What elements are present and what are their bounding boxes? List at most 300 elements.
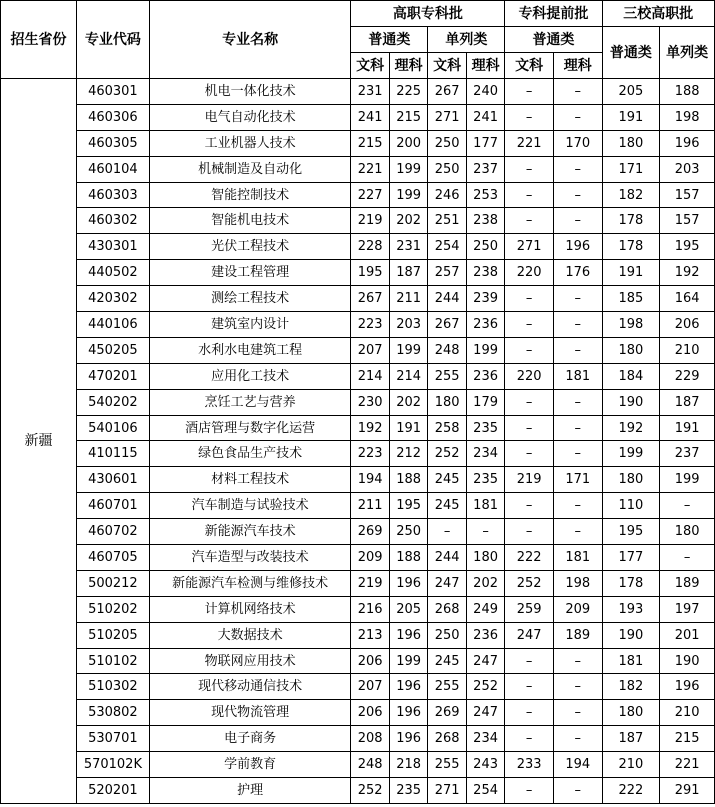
sanxiao-danlie-cell: 196 xyxy=(660,674,715,700)
gaozhi-danlie-like-cell: 238 xyxy=(466,208,504,234)
sanxiao-putong-cell: 184 xyxy=(602,363,660,389)
major-code-cell: 470201 xyxy=(76,363,149,389)
major-name-cell: 汽车制造与试验技术 xyxy=(149,493,351,519)
gaozhi-danlie-like-cell: 177 xyxy=(466,130,504,156)
table-row xyxy=(1,622,715,648)
gaozhi-danlie-like-cell: 234 xyxy=(466,441,504,467)
sanxiao-putong-cell: 205 xyxy=(602,79,660,105)
sanxiao-danlie-cell: 210 xyxy=(660,337,715,363)
major-name-cell: 建筑室内设计 xyxy=(149,312,351,338)
gaozhi-danlie-wenke-cell: 255 xyxy=(428,752,466,778)
gaozhi-danlie-like-cell: 241 xyxy=(466,104,504,130)
gaozhi-putong-wenke-cell: 195 xyxy=(351,260,389,286)
table-row xyxy=(1,286,715,312)
tiqian-like-cell: – xyxy=(553,156,602,182)
table-row xyxy=(1,104,715,130)
table-row xyxy=(1,415,715,441)
tiqian-wenke-cell: 221 xyxy=(505,130,554,156)
major-code-cell: 570102K xyxy=(76,752,149,778)
table-row xyxy=(1,596,715,622)
header-tiqian-batch: 专科提前批 xyxy=(505,1,602,27)
sanxiao-danlie-cell: 192 xyxy=(660,260,715,286)
gaozhi-danlie-wenke-cell: 245 xyxy=(428,493,466,519)
gaozhi-putong-wenke-cell: 194 xyxy=(351,467,389,493)
tiqian-like-cell: – xyxy=(553,674,602,700)
gaozhi-danlie-wenke-cell: 250 xyxy=(428,622,466,648)
tiqian-wenke-cell: – xyxy=(505,415,554,441)
tiqian-wenke-cell: 219 xyxy=(505,467,554,493)
tiqian-wenke-cell: – xyxy=(505,337,554,363)
gaozhi-putong-wenke-cell: 206 xyxy=(351,700,389,726)
sanxiao-danlie-cell: 195 xyxy=(660,234,715,260)
sanxiao-danlie-cell: – xyxy=(660,545,715,571)
gaozhi-danlie-wenke-cell: 268 xyxy=(428,596,466,622)
sanxiao-danlie-cell: 164 xyxy=(660,286,715,312)
major-code-cell: 500212 xyxy=(76,570,149,596)
gaozhi-danlie-like-cell: 202 xyxy=(466,570,504,596)
sanxiao-danlie-cell: – xyxy=(660,493,715,519)
major-name-cell: 建设工程管理 xyxy=(149,260,351,286)
gaozhi-danlie-wenke-cell: 267 xyxy=(428,312,466,338)
gaozhi-putong-like-cell: 195 xyxy=(389,493,427,519)
major-code-cell: 410115 xyxy=(76,441,149,467)
major-name-cell: 汽车造型与改装技术 xyxy=(149,545,351,571)
tiqian-like-cell: – xyxy=(553,700,602,726)
table-row xyxy=(1,700,715,726)
major-name-cell: 工业机器人技术 xyxy=(149,130,351,156)
gaozhi-danlie-like-cell: 180 xyxy=(466,545,504,571)
major-code-cell: 540202 xyxy=(76,389,149,415)
tiqian-like-cell: – xyxy=(553,182,602,208)
tiqian-like-cell: – xyxy=(553,493,602,519)
header-tiqian-like: 理科 xyxy=(553,53,602,79)
table-row xyxy=(1,182,715,208)
sanxiao-putong-cell: 198 xyxy=(602,312,660,338)
sanxiao-danlie-cell: 196 xyxy=(660,130,715,156)
table-row xyxy=(1,234,715,260)
gaozhi-putong-like-cell: 196 xyxy=(389,674,427,700)
table-row xyxy=(1,79,715,105)
gaozhi-putong-like-cell: 188 xyxy=(389,467,427,493)
tiqian-wenke-cell: – xyxy=(505,674,554,700)
header-sanxiao-danlie: 单列类 xyxy=(660,27,715,79)
gaozhi-putong-like-cell: 235 xyxy=(389,778,427,804)
header-sanxiao-batch: 三校高职批 xyxy=(602,1,714,27)
sanxiao-danlie-cell: 221 xyxy=(660,752,715,778)
gaozhi-danlie-wenke-cell: 251 xyxy=(428,208,466,234)
sanxiao-danlie-cell: 198 xyxy=(660,104,715,130)
gaozhi-danlie-like-cell: 249 xyxy=(466,596,504,622)
gaozhi-danlie-wenke-cell: 271 xyxy=(428,104,466,130)
major-name-cell: 现代移动通信技术 xyxy=(149,674,351,700)
gaozhi-danlie-wenke-cell: 254 xyxy=(428,234,466,260)
major-code-cell: 460701 xyxy=(76,493,149,519)
sanxiao-putong-cell: 193 xyxy=(602,596,660,622)
major-name-cell: 物联网应用技术 xyxy=(149,648,351,674)
major-name-cell: 新能源汽车技术 xyxy=(149,519,351,545)
gaozhi-danlie-like-cell: 240 xyxy=(466,79,504,105)
gaozhi-danlie-like-cell: 247 xyxy=(466,648,504,674)
major-name-cell: 电气自动化技术 xyxy=(149,104,351,130)
header-gaozhi-danlie: 单列类 xyxy=(428,27,505,53)
tiqian-wenke-cell: – xyxy=(505,182,554,208)
tiqian-wenke-cell: – xyxy=(505,389,554,415)
tiqian-wenke-cell: – xyxy=(505,79,554,105)
gaozhi-putong-like-cell: 196 xyxy=(389,700,427,726)
major-code-cell: 520201 xyxy=(76,778,149,804)
gaozhi-danlie-wenke-cell: 258 xyxy=(428,415,466,441)
sanxiao-danlie-cell: 215 xyxy=(660,726,715,752)
gaozhi-danlie-wenke-cell: 250 xyxy=(428,156,466,182)
major-code-cell: 460305 xyxy=(76,130,149,156)
table-row xyxy=(1,752,715,778)
major-name-cell: 水利水电建筑工程 xyxy=(149,337,351,363)
tiqian-like-cell: 181 xyxy=(553,363,602,389)
table-row xyxy=(1,363,715,389)
tiqian-like-cell: 196 xyxy=(553,234,602,260)
sanxiao-danlie-cell: 206 xyxy=(660,312,715,338)
sanxiao-putong-cell: 180 xyxy=(602,130,660,156)
sanxiao-putong-cell: 199 xyxy=(602,441,660,467)
major-code-cell: 430601 xyxy=(76,467,149,493)
tiqian-wenke-cell: – xyxy=(505,700,554,726)
sanxiao-danlie-cell: 157 xyxy=(660,208,715,234)
major-name-cell: 护理 xyxy=(149,778,351,804)
table-row xyxy=(1,519,715,545)
tiqian-wenke-cell: 259 xyxy=(505,596,554,622)
gaozhi-danlie-like-cell: 234 xyxy=(466,726,504,752)
major-name-cell: 智能控制技术 xyxy=(149,182,351,208)
gaozhi-putong-like-cell: 188 xyxy=(389,545,427,571)
tiqian-wenke-cell: 271 xyxy=(505,234,554,260)
gaozhi-putong-wenke-cell: 207 xyxy=(351,674,389,700)
table-row xyxy=(1,156,715,182)
major-code-cell: 460303 xyxy=(76,182,149,208)
major-code-cell: 540106 xyxy=(76,415,149,441)
major-code-cell: 530701 xyxy=(76,726,149,752)
major-name-cell: 学前教育 xyxy=(149,752,351,778)
gaozhi-danlie-wenke-cell: – xyxy=(428,519,466,545)
tiqian-like-cell: 189 xyxy=(553,622,602,648)
header-tiqian-wenke: 文科 xyxy=(505,53,554,79)
major-code-cell: 460705 xyxy=(76,545,149,571)
gaozhi-putong-wenke-cell: 230 xyxy=(351,389,389,415)
table-row xyxy=(1,389,715,415)
gaozhi-danlie-wenke-cell: 267 xyxy=(428,79,466,105)
table-row xyxy=(1,778,715,804)
major-name-cell: 新能源汽车检测与维修技术 xyxy=(149,570,351,596)
major-name-cell: 机械制造及自动化 xyxy=(149,156,351,182)
tiqian-wenke-cell: – xyxy=(505,104,554,130)
gaozhi-putong-wenke-cell: 269 xyxy=(351,519,389,545)
gaozhi-putong-like-cell: 199 xyxy=(389,337,427,363)
gaozhi-putong-wenke-cell: 231 xyxy=(351,79,389,105)
gaozhi-danlie-wenke-cell: 248 xyxy=(428,337,466,363)
tiqian-like-cell: – xyxy=(553,778,602,804)
gaozhi-putong-like-cell: 231 xyxy=(389,234,427,260)
gaozhi-putong-like-cell: 199 xyxy=(389,156,427,182)
tiqian-wenke-cell: – xyxy=(505,648,554,674)
gaozhi-danlie-wenke-cell: 244 xyxy=(428,545,466,571)
gaozhi-putong-like-cell: 202 xyxy=(389,389,427,415)
gaozhi-putong-wenke-cell: 241 xyxy=(351,104,389,130)
tiqian-wenke-cell: – xyxy=(505,312,554,338)
gaozhi-danlie-like-cell: 181 xyxy=(466,493,504,519)
table-row xyxy=(1,260,715,286)
tiqian-like-cell: 176 xyxy=(553,260,602,286)
header-name: 专业名称 xyxy=(149,1,351,79)
major-name-cell: 应用化工技术 xyxy=(149,363,351,389)
sanxiao-danlie-cell: 237 xyxy=(660,441,715,467)
table-row xyxy=(1,312,715,338)
header-gaozhi-putong: 普通类 xyxy=(351,27,428,53)
tiqian-wenke-cell: – xyxy=(505,156,554,182)
sanxiao-putong-cell: 180 xyxy=(602,337,660,363)
gaozhi-danlie-wenke-cell: 257 xyxy=(428,260,466,286)
tiqian-like-cell: – xyxy=(553,441,602,467)
gaozhi-danlie-like-cell: 235 xyxy=(466,415,504,441)
gaozhi-putong-wenke-cell: 211 xyxy=(351,493,389,519)
tiqian-wenke-cell: 233 xyxy=(505,752,554,778)
sanxiao-putong-cell: 182 xyxy=(602,182,660,208)
sanxiao-putong-cell: 190 xyxy=(602,389,660,415)
gaozhi-danlie-like-cell: 236 xyxy=(466,312,504,338)
gaozhi-putong-like-cell: 199 xyxy=(389,182,427,208)
gaozhi-danlie-wenke-cell: 250 xyxy=(428,130,466,156)
tiqian-like-cell: 209 xyxy=(553,596,602,622)
major-code-cell: 450205 xyxy=(76,337,149,363)
gaozhi-putong-like-cell: 211 xyxy=(389,286,427,312)
gaozhi-danlie-wenke-cell: 180 xyxy=(428,389,466,415)
table-row xyxy=(1,493,715,519)
table-row xyxy=(1,467,715,493)
major-name-cell: 电子商务 xyxy=(149,726,351,752)
tiqian-wenke-cell: 252 xyxy=(505,570,554,596)
sanxiao-putong-cell: 187 xyxy=(602,726,660,752)
sanxiao-danlie-cell: 291 xyxy=(660,778,715,804)
header-gaozhi-danlie-wenke: 文科 xyxy=(428,53,466,79)
tiqian-wenke-cell: 222 xyxy=(505,545,554,571)
table-row xyxy=(1,545,715,571)
table-row xyxy=(1,726,715,752)
major-name-cell: 绿色食品生产技术 xyxy=(149,441,351,467)
sanxiao-putong-cell: 191 xyxy=(602,260,660,286)
gaozhi-putong-like-cell: 225 xyxy=(389,79,427,105)
gaozhi-putong-wenke-cell: 219 xyxy=(351,208,389,234)
table-row xyxy=(1,208,715,234)
major-name-cell: 测绘工程技术 xyxy=(149,286,351,312)
gaozhi-danlie-like-cell: 253 xyxy=(466,182,504,208)
gaozhi-danlie-wenke-cell: 245 xyxy=(428,648,466,674)
sanxiao-danlie-cell: 201 xyxy=(660,622,715,648)
tiqian-like-cell: – xyxy=(553,519,602,545)
tiqian-wenke-cell: – xyxy=(505,286,554,312)
major-name-cell: 材料工程技术 xyxy=(149,467,351,493)
gaozhi-danlie-like-cell: 235 xyxy=(466,467,504,493)
gaozhi-putong-wenke-cell: 223 xyxy=(351,312,389,338)
gaozhi-danlie-like-cell: 199 xyxy=(466,337,504,363)
sanxiao-danlie-cell: 229 xyxy=(660,363,715,389)
gaozhi-putong-like-cell: 215 xyxy=(389,104,427,130)
gaozhi-putong-like-cell: 205 xyxy=(389,596,427,622)
major-code-cell: 510302 xyxy=(76,674,149,700)
sanxiao-putong-cell: 171 xyxy=(602,156,660,182)
gaozhi-putong-like-cell: 218 xyxy=(389,752,427,778)
sanxiao-putong-cell: 222 xyxy=(602,778,660,804)
gaozhi-putong-wenke-cell: 267 xyxy=(351,286,389,312)
tiqian-wenke-cell: 220 xyxy=(505,363,554,389)
sanxiao-putong-cell: 192 xyxy=(602,415,660,441)
major-code-cell: 460306 xyxy=(76,104,149,130)
tiqian-like-cell: – xyxy=(553,312,602,338)
header-gaozhi-danlie-like: 理科 xyxy=(466,53,504,79)
gaozhi-danlie-like-cell: 247 xyxy=(466,700,504,726)
tiqian-like-cell: – xyxy=(553,104,602,130)
gaozhi-putong-like-cell: 214 xyxy=(389,363,427,389)
gaozhi-putong-like-cell: 200 xyxy=(389,130,427,156)
gaozhi-putong-like-cell: 212 xyxy=(389,441,427,467)
gaozhi-putong-wenke-cell: 228 xyxy=(351,234,389,260)
sanxiao-putong-cell: 182 xyxy=(602,674,660,700)
gaozhi-danlie-like-cell: 238 xyxy=(466,260,504,286)
tiqian-like-cell: – xyxy=(553,286,602,312)
major-code-cell: 420302 xyxy=(76,286,149,312)
major-name-cell: 计算机网络技术 xyxy=(149,596,351,622)
tiqian-wenke-cell: – xyxy=(505,208,554,234)
tiqian-wenke-cell: – xyxy=(505,493,554,519)
tiqian-like-cell: – xyxy=(553,79,602,105)
sanxiao-danlie-cell: 191 xyxy=(660,415,715,441)
sanxiao-danlie-cell: 203 xyxy=(660,156,715,182)
tiqian-like-cell: 181 xyxy=(553,545,602,571)
sanxiao-putong-cell: 178 xyxy=(602,234,660,260)
sanxiao-putong-cell: 185 xyxy=(602,286,660,312)
major-code-cell: 530802 xyxy=(76,700,149,726)
sanxiao-putong-cell: 178 xyxy=(602,570,660,596)
table-row xyxy=(1,441,715,467)
header-province: 招生省份 xyxy=(1,1,77,79)
gaozhi-putong-wenke-cell: 214 xyxy=(351,363,389,389)
tiqian-like-cell: 198 xyxy=(553,570,602,596)
gaozhi-putong-wenke-cell: 216 xyxy=(351,596,389,622)
gaozhi-putong-wenke-cell: 219 xyxy=(351,570,389,596)
gaozhi-danlie-wenke-cell: 252 xyxy=(428,441,466,467)
gaozhi-putong-wenke-cell: 215 xyxy=(351,130,389,156)
gaozhi-putong-like-cell: 196 xyxy=(389,726,427,752)
gaozhi-danlie-like-cell: 252 xyxy=(466,674,504,700)
major-name-cell: 大数据技术 xyxy=(149,622,351,648)
sanxiao-putong-cell: 190 xyxy=(602,622,660,648)
gaozhi-danlie-like-cell: 179 xyxy=(466,389,504,415)
tiqian-like-cell: – xyxy=(553,208,602,234)
major-code-cell: 460104 xyxy=(76,156,149,182)
tiqian-like-cell: – xyxy=(553,389,602,415)
gaozhi-danlie-wenke-cell: 244 xyxy=(428,286,466,312)
table-row xyxy=(1,648,715,674)
gaozhi-putong-like-cell: 191 xyxy=(389,415,427,441)
sanxiao-danlie-cell: 199 xyxy=(660,467,715,493)
major-code-cell: 460301 xyxy=(76,79,149,105)
gaozhi-putong-wenke-cell: 192 xyxy=(351,415,389,441)
gaozhi-danlie-wenke-cell: 269 xyxy=(428,700,466,726)
tiqian-like-cell: – xyxy=(553,726,602,752)
tiqian-like-cell: – xyxy=(553,415,602,441)
major-code-cell: 460702 xyxy=(76,519,149,545)
sanxiao-danlie-cell: 188 xyxy=(660,79,715,105)
header-sanxiao-putong: 普通类 xyxy=(602,27,660,79)
major-code-cell: 430301 xyxy=(76,234,149,260)
gaozhi-danlie-like-cell: 243 xyxy=(466,752,504,778)
header-tiqian-putong: 普通类 xyxy=(505,27,602,53)
gaozhi-danlie-wenke-cell: 271 xyxy=(428,778,466,804)
gaozhi-putong-wenke-cell: 223 xyxy=(351,441,389,467)
province-cell: 新疆 xyxy=(1,79,77,804)
sanxiao-putong-cell: 110 xyxy=(602,493,660,519)
tiqian-like-cell: – xyxy=(553,337,602,363)
gaozhi-putong-wenke-cell: 209 xyxy=(351,545,389,571)
sanxiao-danlie-cell: 189 xyxy=(660,570,715,596)
sanxiao-danlie-cell: 197 xyxy=(660,596,715,622)
gaozhi-danlie-wenke-cell: 247 xyxy=(428,570,466,596)
gaozhi-danlie-like-cell: 239 xyxy=(466,286,504,312)
gaozhi-putong-wenke-cell: 208 xyxy=(351,726,389,752)
gaozhi-danlie-like-cell: 237 xyxy=(466,156,504,182)
tiqian-wenke-cell: 247 xyxy=(505,622,554,648)
major-name-cell: 智能机电技术 xyxy=(149,208,351,234)
sanxiao-danlie-cell: 180 xyxy=(660,519,715,545)
major-code-cell: 510205 xyxy=(76,622,149,648)
gaozhi-putong-wenke-cell: 221 xyxy=(351,156,389,182)
gaozhi-danlie-like-cell: 236 xyxy=(466,363,504,389)
gaozhi-putong-like-cell: 196 xyxy=(389,622,427,648)
gaozhi-danlie-like-cell: – xyxy=(466,519,504,545)
gaozhi-putong-like-cell: 199 xyxy=(389,648,427,674)
gaozhi-putong-like-cell: 196 xyxy=(389,570,427,596)
gaozhi-putong-wenke-cell: 207 xyxy=(351,337,389,363)
header-code: 专业代码 xyxy=(76,1,149,79)
gaozhi-danlie-like-cell: 236 xyxy=(466,622,504,648)
tiqian-wenke-cell: – xyxy=(505,519,554,545)
gaozhi-danlie-wenke-cell: 255 xyxy=(428,363,466,389)
tiqian-wenke-cell: – xyxy=(505,441,554,467)
gaozhi-danlie-wenke-cell: 245 xyxy=(428,467,466,493)
gaozhi-putong-like-cell: 250 xyxy=(389,519,427,545)
header-gaozhi-putong-wenke: 文科 xyxy=(351,53,389,79)
major-name-cell: 烹饪工艺与营养 xyxy=(149,389,351,415)
gaozhi-putong-wenke-cell: 252 xyxy=(351,778,389,804)
major-code-cell: 460302 xyxy=(76,208,149,234)
tiqian-wenke-cell: – xyxy=(505,726,554,752)
header-gaozhi-batch: 高职专科批 xyxy=(351,1,505,27)
major-code-cell: 440106 xyxy=(76,312,149,338)
gaozhi-danlie-wenke-cell: 268 xyxy=(428,726,466,752)
table-body xyxy=(1,79,715,804)
sanxiao-danlie-cell: 210 xyxy=(660,700,715,726)
sanxiao-putong-cell: 210 xyxy=(602,752,660,778)
gaozhi-putong-wenke-cell: 227 xyxy=(351,182,389,208)
sanxiao-putong-cell: 181 xyxy=(602,648,660,674)
gaozhi-danlie-wenke-cell: 255 xyxy=(428,674,466,700)
major-name-cell: 酒店管理与数字化运营 xyxy=(149,415,351,441)
gaozhi-danlie-like-cell: 250 xyxy=(466,234,504,260)
major-name-cell: 现代物流管理 xyxy=(149,700,351,726)
sanxiao-putong-cell: 191 xyxy=(602,104,660,130)
tiqian-like-cell: 194 xyxy=(553,752,602,778)
tiqian-wenke-cell: – xyxy=(505,778,554,804)
tiqian-like-cell: – xyxy=(553,648,602,674)
sanxiao-danlie-cell: 190 xyxy=(660,648,715,674)
sanxiao-putong-cell: 178 xyxy=(602,208,660,234)
